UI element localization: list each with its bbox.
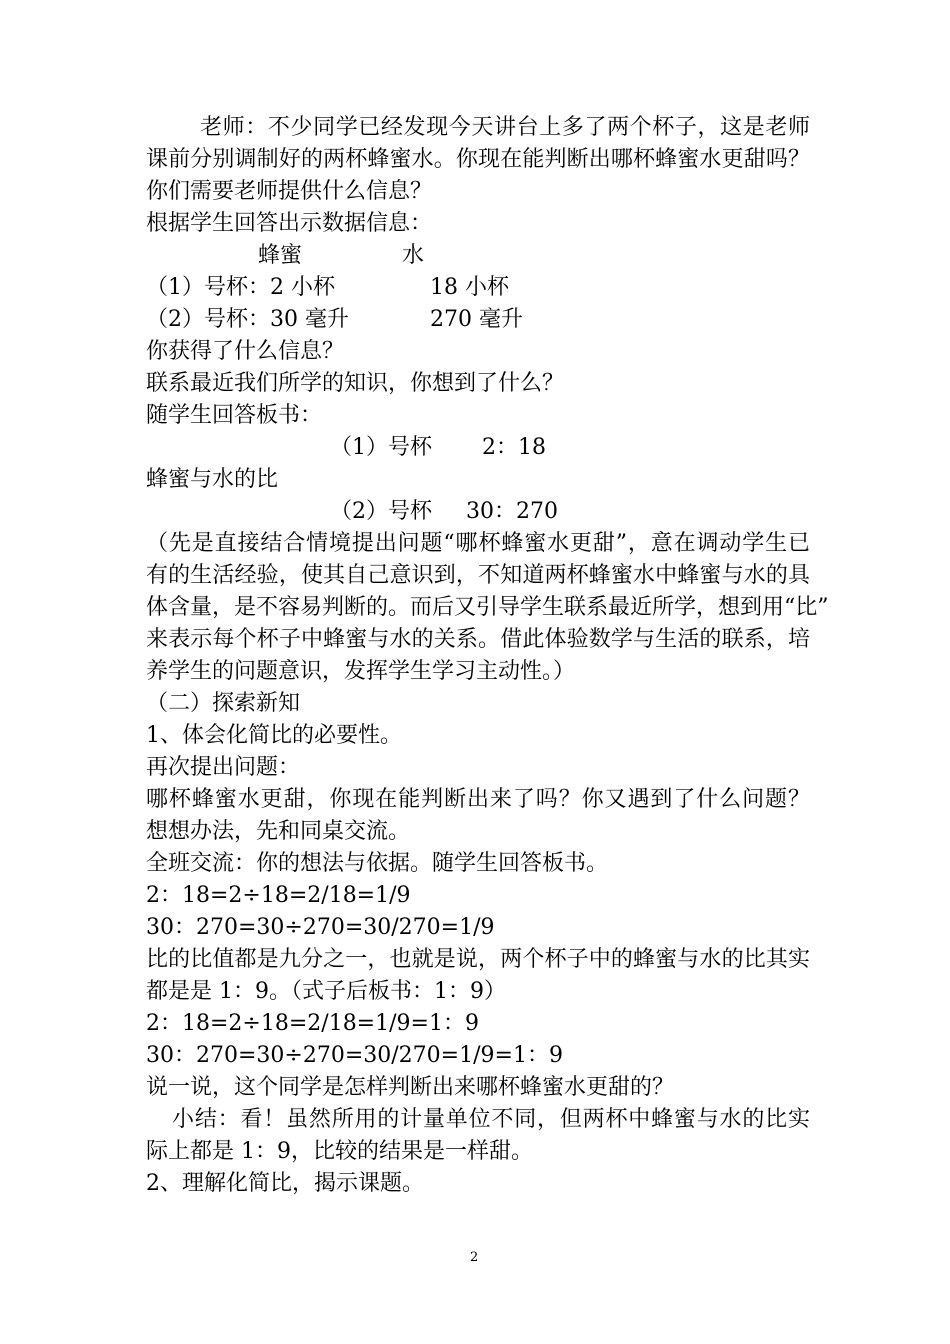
text-line: 体含量，是不容易判断的。而后又引导学生联系最近所学，想到用“比” xyxy=(146,595,829,620)
text-line: 养学生的问题意识，发挥学生学习主动性。） xyxy=(146,659,576,684)
text-line: 再次提出问题： xyxy=(146,755,301,780)
text-line: 你获得了什么信息？ xyxy=(146,339,345,364)
equation-line: 2：18=2÷18=2/18=1/9 xyxy=(146,883,411,908)
board-cup-1-label: （1）号杯 xyxy=(330,435,432,460)
text-line: （先是直接结合情境提出问题“哪杯蜂蜜水更甜”，意在调动学生已 xyxy=(146,531,810,556)
section-heading: （二）探索新知 xyxy=(146,691,301,716)
board-cup-2-label: （2）号杯 xyxy=(330,499,432,524)
table-header-water: 水 xyxy=(402,243,425,268)
text-line: 来表示每个杯子中蜂蜜与水的关系。借此体验数学与生活的联系，培 xyxy=(146,627,810,652)
table-header-honey: 蜂蜜 xyxy=(258,243,303,268)
page-number: 2 xyxy=(470,1250,479,1265)
text-line: 比的比值都是九分之一，也就是说，两个杯子中的蜂蜜与水的比其实 xyxy=(146,947,810,972)
equation-line: 30：270=30÷270=30/270=1/9 xyxy=(146,915,495,940)
equation-line: 30：270=30÷270=30/270=1/9=1：9 xyxy=(146,1043,563,1068)
text-line: 际上都是 1：9，比较的结果是一样甜。 xyxy=(146,1139,533,1164)
text-line: 老师：不少同学已经发现今天讲台上多了两个杯子，这是老师 xyxy=(200,115,810,140)
text-line: 想想办法，先和同桌交流。 xyxy=(146,819,411,844)
cup-2-water: 270 毫升 xyxy=(430,307,523,332)
equation-line: 2：18=2÷18=2/18=1/9=1：9 xyxy=(146,1011,479,1036)
text-line: 你们需要老师提供什么信息？ xyxy=(146,179,433,204)
cup-1-water: 18 小杯 xyxy=(430,275,509,300)
text-line: 全班交流：你的想法与依据。随学生回答板书。 xyxy=(146,851,609,876)
text-line: 课前分别调制好的两杯蜂蜜水。你现在能判断出哪杯蜂蜜水更甜吗？ xyxy=(146,147,810,172)
text-line: 都是是 1：9。（式子后板书：1：9） xyxy=(146,979,506,1004)
text-line: 哪杯蜂蜜水更甜，你现在能判断出来了吗？你又遇到了什么问题？ xyxy=(146,787,810,812)
text-line: 小结：看！虽然所用的计量单位不同，但两杯中蜂蜜与水的比实 xyxy=(172,1107,810,1132)
text-line: 有的生活经验，使其自己意识到，不知道两杯蜂蜜水中蜂蜜与水的具 xyxy=(146,563,810,588)
text-line: 说一说，这个同学是怎样判断出来哪杯蜂蜜水更甜的？ xyxy=(146,1075,675,1100)
board-cup-2-ratio: 30：270 xyxy=(466,499,558,524)
board-ratio-label: 蜂蜜与水的比 xyxy=(146,467,279,492)
cup-1-honey: （1）号杯：2 小杯 xyxy=(146,275,335,300)
subsection-heading: 2、理解化简比，揭示课题。 xyxy=(146,1171,424,1196)
text-line: 随学生回答板书： xyxy=(146,403,323,428)
text-line: 根据学生回答出示数据信息： xyxy=(146,211,433,236)
text-line: 联系最近我们所学的知识，你想到了什么？ xyxy=(146,371,565,396)
board-cup-1-ratio: 2：18 xyxy=(482,435,546,460)
subsection-heading: 1、体会化简比的必要性。 xyxy=(146,723,402,748)
cup-2-honey: （2）号杯：30 毫升 xyxy=(146,307,349,332)
